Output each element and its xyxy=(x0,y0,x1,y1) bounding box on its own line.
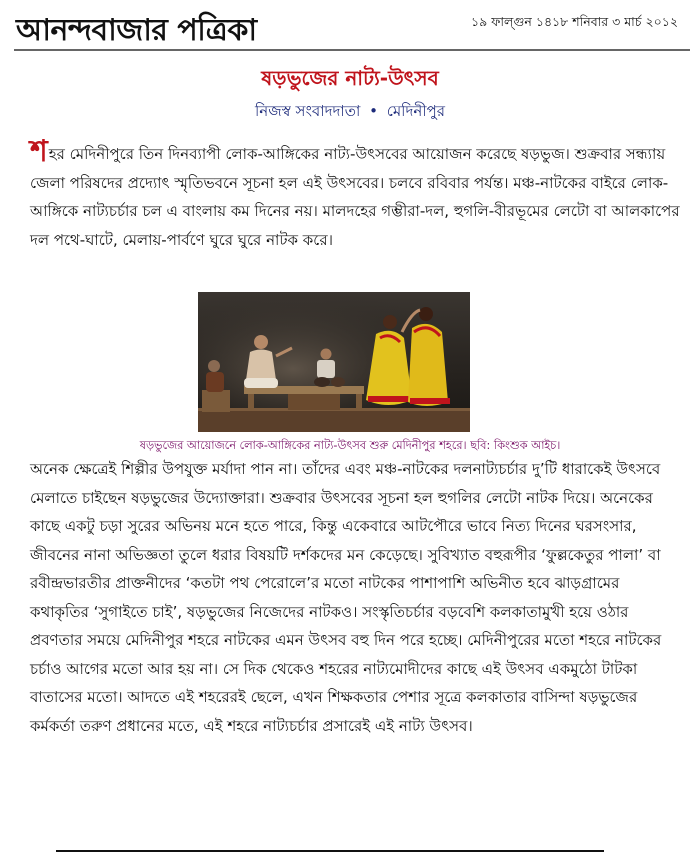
article-headline: ষড়ভুজের নাট্য-উৎসব xyxy=(261,66,439,90)
newspaper-masthead: আনন্দবাজার পত্রিকা xyxy=(16,13,257,48)
drop-cap: শ xyxy=(30,134,48,169)
article-body-paragraph: অনেক ক্ষেত্রেই শিল্পীর উপযুক্ত মর্যাদা পান না। তাঁদের এবং মঞ্চ-নাটকের দলনাট্যচর্চার দু’টি ধারাকেই উৎসবে মেলাতে চাইছেন ষড়ভুজের উদ্যোক্তারা। শুক্রবার উৎসবের সূচনা হল হুগলির লেটো নাটক দিয়ে। অনেকের কাছে একটু চড়া সুরের অভিনয় মনে হতে পারে, কিন্তু একেবারে আটপৌরে ভাবে নিত্য দিনের ঘরসংসার, জীবনের নানা অভিজ্ঞতা তুলে ধরার বিষয়টি দর্শকদের মন কেড়েছে। সুবিখ্যাত বহুরূপীর ‘ফুল্লকেতুর পালা’ বা রবীন্দ্রভারতীর প্রাক্তনীদের ‘কতটা পথ পেরোলে’র মতো নাটকের পাশাপাশি অভিনীত হবে ঝাড়গ্রামের কথাকৃতির ‘সুগাইতে চাই’, ষড়ভুজের নিজেদের নাটকও। সংস্কৃতিচর্চার বড়বেশি কলকাতামুখী হয়ে ওঠার প্রবণতার সময়ে মেদিনীপুর শহরে নাটকের এমন উৎসব বহু দিন পরে হচ্ছে। মেদিনীপুরের মতো শহরে নাটকের চর্চাও আগের মতো আর হয় না। সে দিক থেকেও শহরের নাট্যমোদীদের কাছে এই উৎসব একমুঠো টাটকা বাতাসের মতো। আদতে এই শহরেরই ছেলে, এখন শিক্ষকতার পেশার সূত্রে কলকাতার বাসিন্দা ষড়ভুজের কর্মকর্তা তরুণ প্রধানের মতে, এই শহরে নাট্যচর্চার প্রসারেই এই নাট্য উৎসব। xyxy=(30,460,662,735)
byline-place: মেদিনীপুর xyxy=(386,102,446,120)
article-byline xyxy=(0,100,700,125)
header-divider xyxy=(14,49,690,51)
article-photo xyxy=(198,292,470,432)
dateline: ১৯ ফাল্গুন ১৪১৮ শনিবার ৩ মার্চ ২০১২ xyxy=(471,14,678,29)
theatre-scene-photo xyxy=(198,292,470,432)
photo-caption: ষড়ভুজের আয়োজনে লোক-আঙ্গিকের নাট্য-উৎসব শুরু মেদিনীপুর শহরে। ছবি: কিংশুক আইচ। xyxy=(139,439,561,452)
article-lead-paragraph xyxy=(30,134,680,254)
byline-separator: • xyxy=(369,102,378,120)
masthead-bar xyxy=(0,0,700,50)
footer-divider xyxy=(56,850,604,852)
lead-paragraph-text: হর মেদিনীপুরে তিন দিনব্যাপী লোক-আঙ্গিকের নাট্য-উৎসবের আয়োজন করেছে ষড়ভুজ। শুক্রবার সন্ধ্যায় জেলা পরিষদের প্রদ্যোৎ স্মৃতিভবনে সূচনা হল এই উৎসবের। চলবে রবিবার পর্যন্ত। মঞ্চ-নাটকের বাইরে লোক-আঙ্গিকে নাট্যচর্চার চল এ বাংলায় কম দিনের নয়। মালদহের গম্ভীরা-দল, হুগলি-বীরভূমের লেটো বা আলকাপের দল পথে-ঘাটে, মেলায়-পার্বণে ঘুরে ঘুরে নাটক করে। xyxy=(30,145,680,249)
byline-reporter: নিজস্ব সংবাদদাতা xyxy=(254,102,361,120)
